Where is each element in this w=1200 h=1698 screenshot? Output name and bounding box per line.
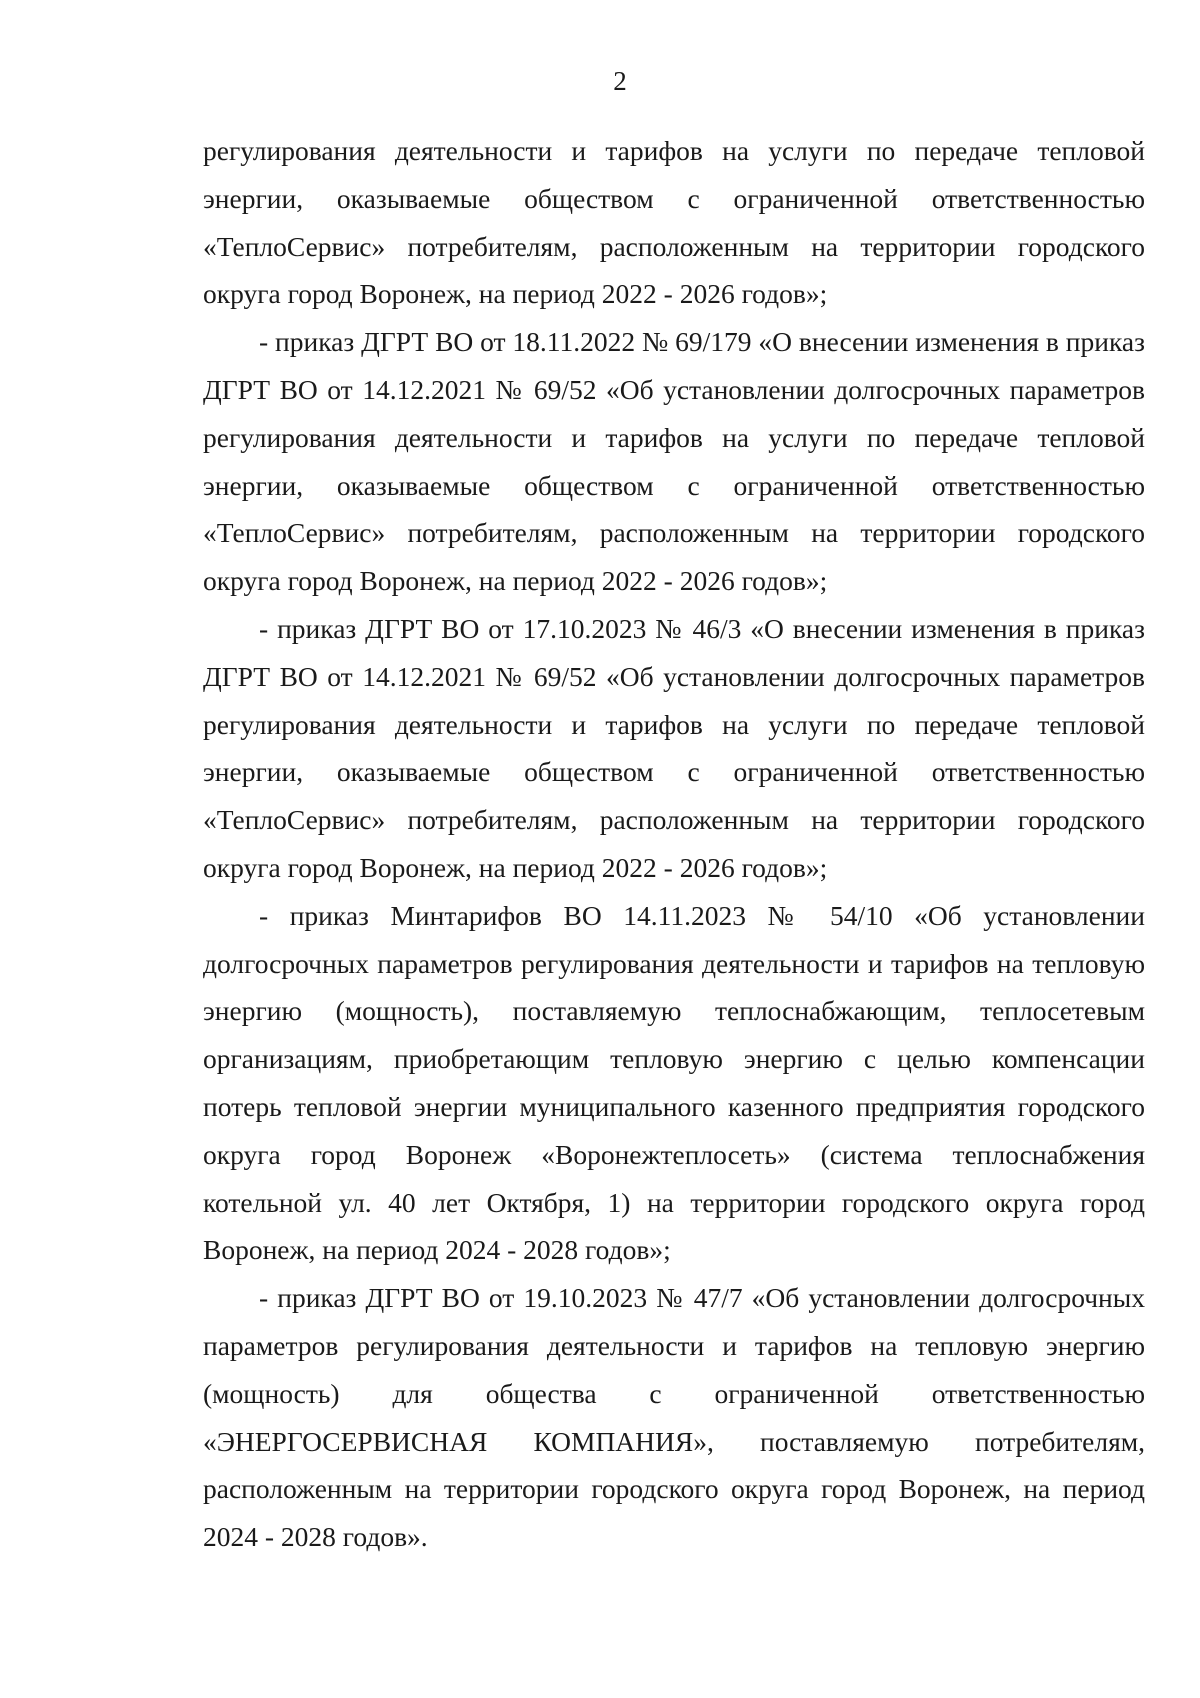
list-item-order-54-10: - приказ Минтарифов ВО 14.11.2023 № 54/10 «Об установлении долгосрочных параметров регулирования деятельности и тарифов на тепловую энергию (мощность), поставляемую теплоснабжающим, теплосетевым организациям, приобретающим тепловую энергию с целью компенсации потерь тепловой энергии муниципального казенного предприятия городского округа город Воронеж «Воронежтеплосеть» (система теплоснабжения котельной ул. 40 лет Октября, 1) на территории городского округа город Воронеж, на период 2024 - 2028 годов»; <box>203 899 1145 1266</box>
page-number: 2 <box>613 66 627 96</box>
list-item-order-46-3: - приказ ДГРТ ВО от 17.10.2023 № 46/3 «О внесении изменения в приказ ДГРТ ВО от 14.12.2021 № 69/52 «Об установлении долгосрочных параметров регулирования деятельности и тарифов на услуги по передаче тепловой энергии, оказываемые обществом с ограниченной ответственностью «ТеплоСервис» потребителям, расположенным на территории городского округа город Воронеж, на период 2022 - 2026 годов»; <box>203 612 1145 883</box>
document-body <box>203 127 1145 1561</box>
list-item-order-47-7: - приказ ДГРТ ВО от 19.10.2023 № 47/7 «Об установлении долгосрочных параметров регулирования деятельности и тарифов на тепловую энергию (мощность) для общества с ограниченной ответственностью «ЭНЕРГОСЕРВИСНАЯ КОМПАНИЯ», поставляемую потребителям, расположенным на территории городского округа город Воронеж, на период 2024 - 2028 годов». <box>203 1282 1145 1553</box>
list-item-order-69-179: - приказ ДГРТ ВО от 18.11.2022 № 69/179 «О внесении изменения в приказ ДГРТ ВО от 14.12.2021 № 69/52 «Об установлении долгосрочных параметров регулирования деятельности и тарифов на услуги по передаче тепловой энергии, оказываемые обществом с ограниченной ответственностью «ТеплоСервис» потребителям, расположенным на территории городского округа город Воронеж, на период 2022 - 2026 годов»; <box>203 326 1145 597</box>
paragraph-continuation: регулирования деятельности и тарифов на услуги по передаче тепловой энергии, оказываемые обществом с ограниченной ответственностью «ТеплоСервис» потребителям, расположенным на территории городского округа город Воронеж, на период 2022 - 2026 годов»; <box>203 135 1145 310</box>
